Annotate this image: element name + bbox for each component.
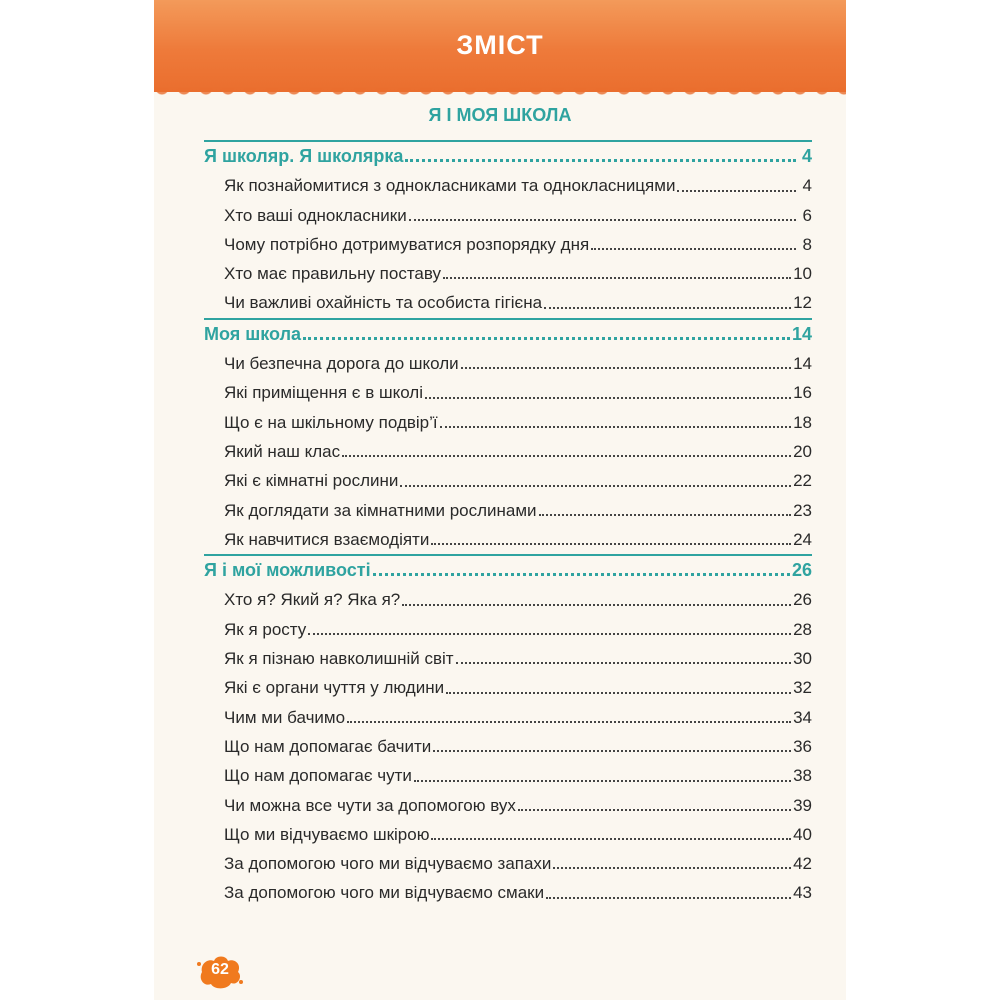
toc-item-page: 24 bbox=[793, 529, 812, 549]
dot-leader bbox=[443, 276, 791, 279]
dot-leader bbox=[440, 425, 791, 428]
dot-leader bbox=[546, 896, 791, 899]
toc-item-title: Чим ми бачимо bbox=[224, 707, 346, 727]
dot-leader bbox=[342, 454, 791, 457]
dot-leader bbox=[303, 336, 790, 340]
dot-leader bbox=[425, 396, 791, 399]
page-number-badge bbox=[196, 952, 244, 992]
toc-section bbox=[204, 142, 812, 171]
toc-item-page: 8 bbox=[802, 234, 812, 254]
toc-item bbox=[204, 849, 812, 878]
dot-leader bbox=[414, 779, 791, 782]
toc-item-title: Як навчитися взаємодіяти bbox=[224, 529, 430, 549]
dot-leader bbox=[373, 572, 790, 576]
toc-item bbox=[204, 349, 812, 378]
toc-item bbox=[204, 466, 812, 495]
toc-item bbox=[204, 644, 812, 673]
toc-item bbox=[204, 437, 812, 466]
toc-item-page: 36 bbox=[793, 736, 812, 756]
dot-leader bbox=[539, 513, 792, 516]
toc-item bbox=[204, 288, 812, 317]
toc-item-title: Чи важливі охайність та особиста гігієна bbox=[224, 293, 543, 313]
toc-item-page: 23 bbox=[793, 500, 812, 520]
dot-leader bbox=[308, 632, 791, 635]
toc-item bbox=[204, 585, 812, 614]
toc-item bbox=[204, 820, 812, 849]
toc-item bbox=[204, 525, 812, 554]
toc-item-page: 38 bbox=[793, 766, 812, 786]
dot-leader bbox=[518, 808, 791, 811]
toc-item bbox=[204, 732, 812, 761]
dot-leader bbox=[431, 542, 791, 545]
toc-item-title: Хто має правильну поставу bbox=[224, 264, 442, 284]
dot-leader bbox=[347, 720, 791, 723]
toc-item-title: Які приміщення є в школі bbox=[224, 383, 423, 403]
toc-item-page: 30 bbox=[793, 649, 812, 669]
toc-item bbox=[204, 230, 812, 259]
dot-leader bbox=[461, 366, 791, 369]
dot-leader bbox=[677, 189, 796, 192]
toc-item-title: Що ми відчуваємо шкірою bbox=[224, 824, 430, 844]
toc-item-page: 34 bbox=[793, 707, 812, 727]
toc-item-title: Чи безпечна дорога до школи bbox=[224, 354, 459, 374]
toc-item-page: 39 bbox=[793, 795, 812, 815]
toc-item bbox=[204, 615, 812, 644]
toc-section-page: 4 bbox=[801, 146, 812, 166]
toc-item-page: 4 bbox=[802, 176, 812, 196]
toc-section-title: Я школяр. Я школярка bbox=[204, 146, 404, 166]
toc-item bbox=[204, 673, 812, 702]
toc-section-title: Моя школа bbox=[204, 323, 302, 344]
toc-item-title: Хто я? Який я? Яка я? bbox=[224, 590, 401, 610]
toc-item-title: За допомогою чого ми відчуваємо запахи bbox=[224, 854, 552, 874]
toc-item-page: 42 bbox=[793, 854, 812, 874]
toc-item-page: 6 bbox=[802, 205, 812, 225]
dot-leader bbox=[456, 661, 792, 664]
toc-item-page: 40 bbox=[793, 824, 812, 844]
unit-title: Я І МОЯ ШКОЛА bbox=[428, 105, 572, 125]
page-title: ЗМІСТ bbox=[456, 30, 544, 60]
toc-item bbox=[204, 171, 812, 200]
toc-item-page: 20 bbox=[793, 441, 812, 461]
toc-item bbox=[204, 201, 812, 230]
dot-leader bbox=[591, 247, 796, 250]
toc-item-title: Що є на шкільному подвір’ї bbox=[224, 412, 438, 432]
toc-item bbox=[204, 496, 812, 525]
dot-leader bbox=[409, 218, 796, 221]
toc-section-page: 26 bbox=[791, 560, 812, 581]
page-number: 62 bbox=[211, 961, 229, 978]
toc-item bbox=[204, 761, 812, 790]
toc-item-title: Як познайомитися з однокласниками та однокласницями bbox=[224, 176, 676, 196]
toc-item bbox=[204, 378, 812, 407]
toc-item-page: 16 bbox=[793, 383, 812, 403]
toc-item-page: 10 bbox=[793, 264, 812, 284]
toc-item-title: Як доглядати за кімнатними рослинами bbox=[224, 500, 537, 520]
dot-leader bbox=[405, 158, 796, 162]
toc-item-title: Як я росту bbox=[224, 619, 307, 639]
toc-item-page: 12 bbox=[793, 293, 812, 313]
toc-item-title: Як я пізнаю навколишній світ bbox=[224, 649, 454, 669]
toc-item-page: 28 bbox=[793, 619, 812, 639]
book-page bbox=[154, 0, 846, 1000]
toc-item bbox=[204, 878, 812, 907]
toc-item bbox=[204, 791, 812, 820]
toc-item-page: 22 bbox=[793, 471, 812, 491]
toc-item-title: Чому потрібно дотримуватися розпорядку дня bbox=[224, 234, 590, 254]
toc-item-title: Які є кімнатні рослини bbox=[224, 471, 399, 491]
toc-item-page: 18 bbox=[793, 412, 812, 432]
toc-item-page: 32 bbox=[793, 678, 812, 698]
toc-section bbox=[204, 320, 812, 349]
toc-item-title: Які є органи чуття у людини bbox=[224, 678, 445, 698]
toc-section bbox=[204, 556, 812, 585]
toc-item bbox=[204, 703, 812, 732]
toc-item-title: Хто ваші однокласники bbox=[224, 205, 407, 225]
toc-item-title: Що нам допомагає чути bbox=[224, 766, 412, 786]
table-of-contents bbox=[204, 140, 812, 908]
toc-item-page: 43 bbox=[793, 883, 812, 903]
toc-item-page: 14 bbox=[793, 354, 812, 374]
dot-leader bbox=[446, 691, 791, 694]
dot-leader bbox=[433, 749, 791, 752]
dot-leader bbox=[402, 603, 791, 606]
toc-item bbox=[204, 408, 812, 437]
toc-item-title: За допомогою чого ми відчуваємо смаки bbox=[224, 883, 545, 903]
toc-section-title: Я і мої можливості bbox=[204, 560, 371, 581]
dot-leader bbox=[553, 866, 791, 869]
dot-leader bbox=[431, 837, 791, 840]
toc-item-title: Що нам допомагає бачити bbox=[224, 736, 432, 756]
toc-section-page: 14 bbox=[791, 323, 812, 344]
dot-leader bbox=[544, 306, 791, 309]
toc-item-title: Чи можна все чути за допомогою вух bbox=[224, 795, 516, 815]
toc-item-page: 26 bbox=[793, 590, 812, 610]
toc-item bbox=[204, 259, 812, 288]
dot-leader bbox=[400, 484, 791, 487]
toc-item-title: Який наш клас bbox=[224, 441, 341, 461]
